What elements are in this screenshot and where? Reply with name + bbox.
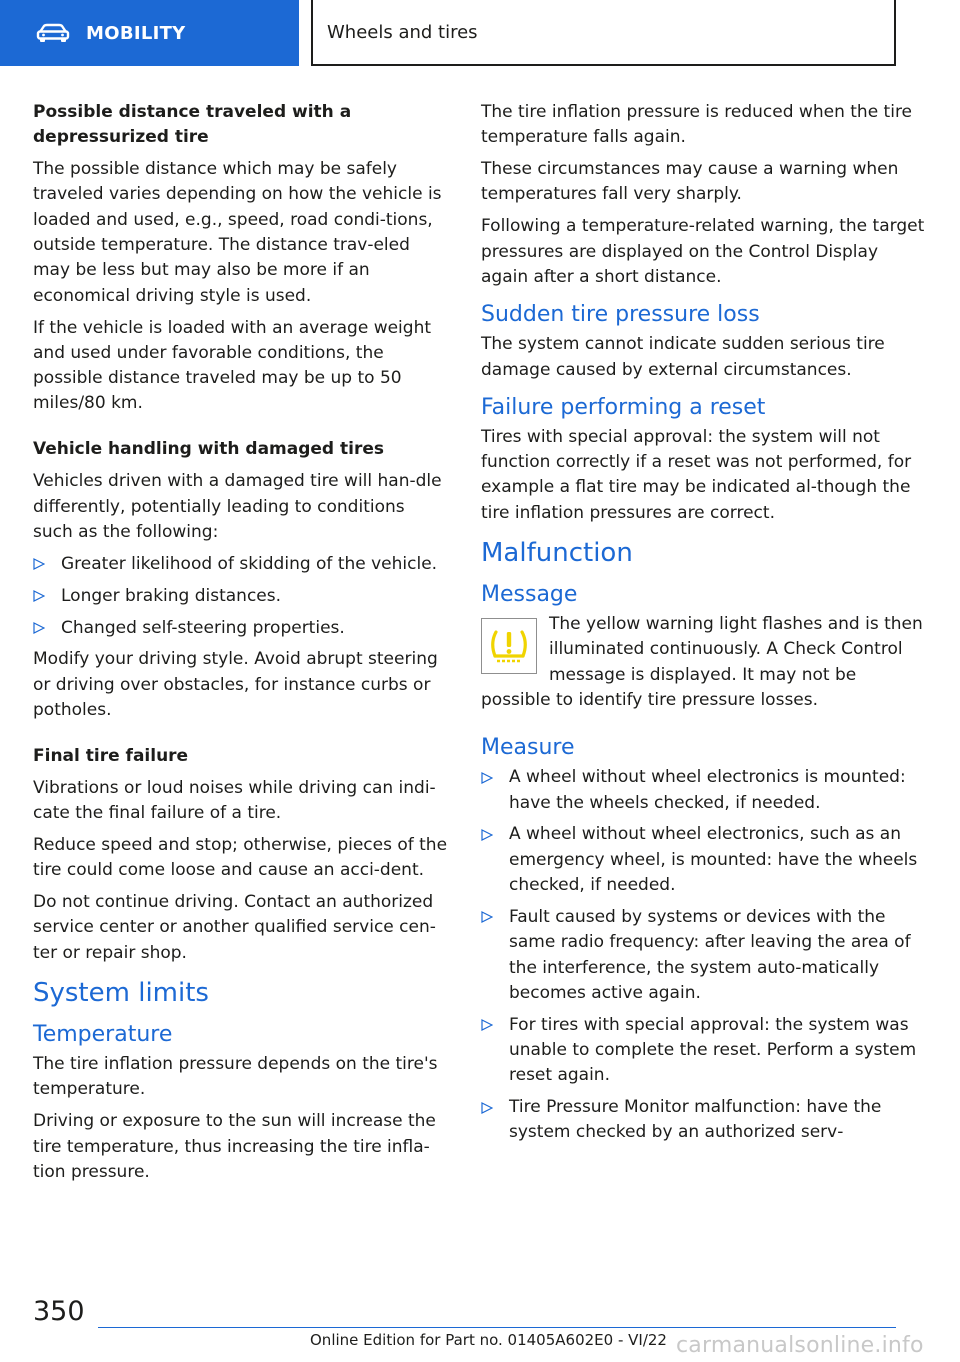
heading-sudden-loss: Sudden tire pressure loss bbox=[481, 302, 760, 328]
chapter-header bbox=[311, 0, 896, 66]
subheading-final: Final tire failure bbox=[33, 745, 189, 766]
heading-malfunction: Malfunction bbox=[481, 538, 633, 569]
right-column bbox=[481, 100, 927, 1152]
triangle-bullet-icon bbox=[481, 1013, 495, 1038]
triangle-bullet-icon bbox=[481, 822, 495, 847]
paragraph: Do not continue driving. Contact an authorized service center or another qualified service cen‐ter or repair shop. bbox=[33, 892, 436, 963]
paragraph: Modify your driving style. Avoid abrupt steering or driving over obstacles, for instance curbs or potholes. bbox=[33, 649, 438, 720]
footer-divider bbox=[98, 1327, 896, 1328]
paragraph: The tire inflation pressure depends on the tire's temperature. bbox=[33, 1054, 438, 1100]
triangle-bullet-icon bbox=[481, 905, 495, 930]
heading-message: Message bbox=[481, 582, 578, 608]
heading-system-limits: System limits bbox=[33, 978, 209, 1009]
heading-failure-reset: Failure performing a reset bbox=[481, 394, 766, 420]
section-tab bbox=[0, 0, 299, 66]
paragraph: The yellow warning light flashes and is then illuminated continuously. A Check Control message is displayed. It may not be possible to identify tire pressure losses. bbox=[481, 614, 923, 710]
paragraph: Following a temperature-related warning, the target pressures are displayed on the Control Display again after a short distance. bbox=[481, 216, 925, 287]
triangle-bullet-icon bbox=[481, 765, 495, 790]
section-label: MOBILITY bbox=[86, 22, 186, 44]
paragraph: Vibrations or loud noises while driving can indi‐cate the final failure of a tire. bbox=[33, 777, 436, 824]
paragraph: Tires with special approval: the system will not function correctly if a reset was not performed, for example a flat tire may be indicated al‐though the tire inflation pressures are correct. bbox=[481, 426, 912, 523]
measure-list bbox=[481, 765, 927, 1146]
triangle-bullet-icon bbox=[33, 584, 47, 609]
paragraph: Driving or exposure to the sun will increase the tire temperature, thus increasing the tire infla‐tion pressure. bbox=[33, 1111, 436, 1182]
list-item: Greater likelihood of skidding of the vehicle. bbox=[33, 552, 449, 577]
left-column bbox=[33, 100, 449, 1192]
list-item: Longer braking distances. bbox=[33, 584, 449, 609]
paragraph: Reduce speed and stop; otherwise, pieces of the tire could come loose and cause an acci‐dent. bbox=[33, 834, 448, 881]
heading-measure: Measure bbox=[481, 735, 575, 761]
paragraph: The system cannot indicate sudden serious tire damage caused by external circumstances. bbox=[481, 334, 885, 380]
handling-list bbox=[33, 552, 449, 641]
list-item: Changed self-steering properties. bbox=[33, 616, 449, 641]
heading-temperature: Temperature bbox=[33, 1022, 173, 1048]
list-item: A wheel without wheel electronics is mounted: have the wheels checked, if needed. bbox=[481, 765, 927, 816]
paragraph: The tire inflation pressure is reduced when the tire temperature falls again. bbox=[481, 102, 913, 148]
paragraph: If the vehicle is loaded with an average weight and used under favorable conditions, the possible distance traveled may be up to 50 miles/80 km. bbox=[33, 317, 432, 414]
list-item: Fault caused by systems or devices with the same radio frequency: after leaving the area of the interference, the system auto‐matically becomes active again. bbox=[481, 905, 927, 1006]
triangle-bullet-icon bbox=[33, 552, 47, 577]
list-item: For tires with special approval: the system was unable to complete the reset. Perform a system reset again. bbox=[481, 1013, 927, 1089]
tire-pressure-warning-icon bbox=[481, 618, 537, 674]
triangle-bullet-icon bbox=[481, 1095, 495, 1120]
car-icon bbox=[36, 23, 70, 43]
paragraph: These circumstances may cause a warning when temperatures fall very sharply. bbox=[481, 159, 899, 205]
triangle-bullet-icon bbox=[33, 616, 47, 641]
watermark: carmanualsonline.info bbox=[676, 1333, 924, 1358]
paragraph: The possible distance which may be safely traveled varies depending on how the vehicle is loaded and used, e.g., speed, road condi‐tions, outside temperature. The distance trav‐eled may be less but may also be more if an economical driving style is used. bbox=[33, 159, 442, 306]
edition-note: Online Edition for Part no. 01405A602E0 - VI/22 bbox=[310, 1331, 667, 1349]
subheading-handling: Vehicle handling with damaged tires bbox=[33, 439, 385, 460]
page-number: 350 bbox=[33, 1296, 85, 1327]
chapter-title: Wheels and tires bbox=[327, 21, 478, 43]
list-item: Tire Pressure Monitor malfunction: have the system checked by an authorized serv‐ bbox=[481, 1095, 927, 1146]
subheading-distance: Possible distance traveled with a depressurized tire bbox=[33, 102, 352, 148]
message-block bbox=[481, 612, 927, 713]
paragraph: Vehicles driven with a damaged tire will han‐dle differently, potentially leading to conditions such as the following: bbox=[33, 471, 442, 542]
list-item: A wheel without wheel electronics, such as an emergency wheel, is mounted: have the wheels checked, if needed. bbox=[481, 822, 927, 898]
